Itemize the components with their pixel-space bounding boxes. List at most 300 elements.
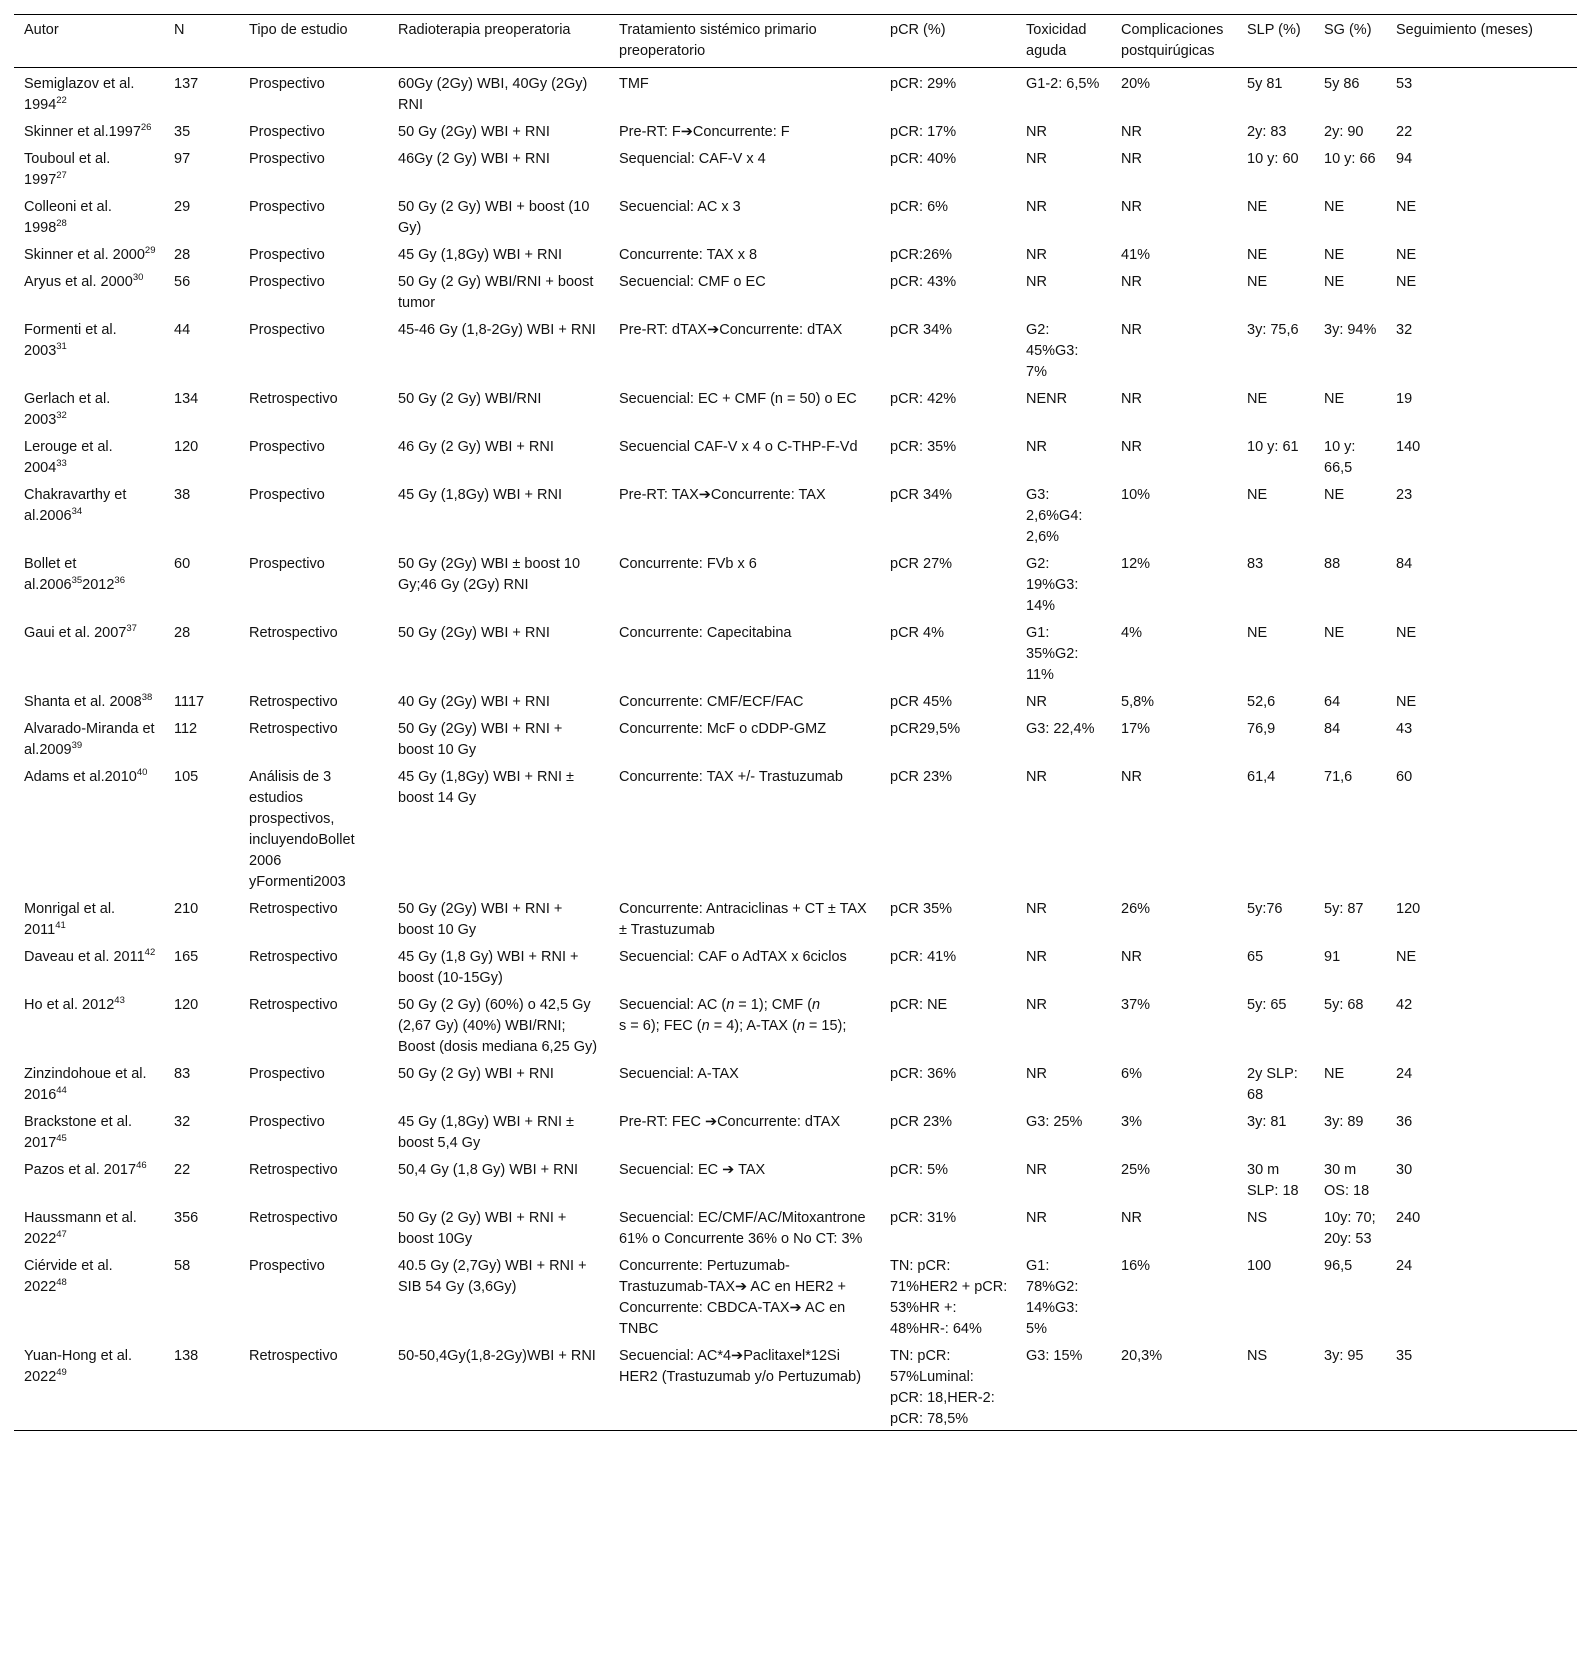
cell-autor: Gaui et al. 2007$^{37}$ xyxy=(24,623,137,641)
cell-tox: NR xyxy=(1026,439,1047,455)
cell-slp: NE xyxy=(1247,487,1268,503)
reference-number: 34 xyxy=(71,506,83,518)
cell-n: 38 xyxy=(174,487,191,503)
cell-autor: Zinzindohoue et al. 2016$^{44}$ xyxy=(24,1066,147,1103)
cell-comp: 17% xyxy=(1121,721,1151,737)
cell-rt: 50 Gy (2 Gy) WBI + RNI xyxy=(398,1066,554,1082)
cell-tox: NR xyxy=(1026,1162,1047,1178)
column-header: pCR (%) xyxy=(890,22,946,38)
cell-sg: 5y: 68 xyxy=(1324,997,1364,1013)
cell-tipo: Prospectivo xyxy=(249,274,325,290)
cell-n: 356 xyxy=(174,1210,199,1226)
table-row xyxy=(14,1340,1577,1431)
cell-slp: 3y: 81 xyxy=(1247,1114,1287,1130)
cell-tipo: Prospectivo xyxy=(249,1114,325,1130)
cell-tipo: Prospectivo xyxy=(249,76,325,92)
cell-seg: 24 xyxy=(1396,1258,1413,1274)
cell-slp: NE xyxy=(1247,625,1268,641)
cell-comp: 20,3% xyxy=(1121,1348,1163,1364)
reference-number: 37 xyxy=(126,623,137,635)
cell-n: 97 xyxy=(174,151,191,167)
cell-sg: NE xyxy=(1324,487,1345,503)
table-row xyxy=(14,479,1577,548)
cell-sg: 88 xyxy=(1324,556,1341,572)
cell-tsp: Secuencial: AC (n = 1); CMF (n s = 6); FEC (n = 4); A-TAX (n = 15); xyxy=(619,997,847,1034)
cell-sg: NE xyxy=(1324,1066,1345,1082)
cell-seg: 120 xyxy=(1396,901,1421,917)
cell-pcr: pCR: 5% xyxy=(890,1162,949,1178)
cell-n: 58 xyxy=(174,1258,191,1274)
cell-sg: 91 xyxy=(1324,949,1341,965)
cell-pcr: pCR 45% xyxy=(890,694,953,710)
cell-n: 112 xyxy=(174,721,198,737)
cell-n: 60 xyxy=(174,556,191,572)
cell-sg: 3y: 95 xyxy=(1324,1348,1364,1364)
cell-autor: Bollet et al.2006$^{35}$2012$^{36}$ xyxy=(24,556,125,593)
cell-tsp: Secuencial: CMF o EC xyxy=(619,274,766,290)
cell-n: 137 xyxy=(174,76,199,92)
cell-n: 120 xyxy=(174,997,199,1013)
reference-number: 47 xyxy=(56,1229,67,1241)
data-table xyxy=(14,14,1577,1431)
cell-seg: 43 xyxy=(1396,721,1413,737)
cell-pcr: pCR 4% xyxy=(890,625,944,641)
reference-number: 29 xyxy=(144,245,156,257)
cell-slp: 2y: 83 xyxy=(1247,124,1287,140)
cell-tox: G3: 22,4% xyxy=(1026,721,1095,737)
cell-seg: 53 xyxy=(1396,76,1413,92)
column-header: Radioterapia preoperatoria xyxy=(398,22,571,38)
cell-n: 32 xyxy=(174,1114,191,1130)
cell-rt: 50 Gy (2 Gy) WBI/RNI xyxy=(398,391,542,407)
table-row xyxy=(14,1106,1577,1154)
cell-rt: 45 Gy (1,8Gy) WBI + RNI ± boost 5,4 Gy xyxy=(398,1114,574,1151)
cell-tsp: Secuencial: EC + CMF (n = 50) o EC xyxy=(619,391,857,407)
cell-tipo: Retrospectivo xyxy=(249,901,338,917)
cell-tox: G3: 2,6%G4: 2,6% xyxy=(1026,487,1083,545)
cell-n: 1117 xyxy=(174,694,205,710)
cell-autor: Brackstone et al. 2017$^{45}$ xyxy=(24,1114,132,1151)
cell-comp: NR xyxy=(1121,391,1142,407)
cell-comp: 3% xyxy=(1121,1114,1142,1130)
cell-tox: NR xyxy=(1026,124,1047,140)
reference-number: 26 xyxy=(140,122,152,134)
table-row xyxy=(14,191,1577,239)
cell-slp: 5y 81 xyxy=(1247,76,1283,92)
cell-autor: Formenti et al. 2003$^{31}$ xyxy=(24,322,117,359)
reference-number: 30 xyxy=(132,272,144,284)
cell-n: 28 xyxy=(174,247,191,263)
cell-seg: 23 xyxy=(1396,487,1413,503)
cell-tox: NR xyxy=(1026,1210,1047,1226)
cell-tox: NENR xyxy=(1026,391,1068,407)
reference-number: 48 xyxy=(56,1277,67,1289)
cell-tox: G1: 35%G2: 11% xyxy=(1026,625,1079,683)
cell-tipo: Retrospectivo xyxy=(249,391,338,407)
cell-sg: 3y: 89 xyxy=(1324,1114,1364,1130)
cell-tsp: Secuencial: CAF o AdTAX x 6ciclos xyxy=(619,949,847,965)
cell-tsp: Concurrente: TAX x 8 xyxy=(619,247,758,263)
reference-number: 46 xyxy=(136,1160,147,1172)
cell-tsp: Secuencial: AC x 3 xyxy=(619,199,741,215)
cell-pcr: pCR 23% xyxy=(890,769,953,785)
reference-number: 49 xyxy=(56,1367,67,1379)
cell-autor: Lerouge et al. 2004$^{33}$ xyxy=(24,439,113,476)
cell-tsp: Pre-RT: F➔Concurrente: F xyxy=(619,124,790,140)
cell-rt: 40.5 Gy (2,7Gy) WBI + RNI + SIB 54 Gy (3,6Gy) xyxy=(398,1258,587,1295)
cell-tox: G1: 78%G2: 14%G3: 5% xyxy=(1026,1258,1079,1337)
cell-tsp: Concurrente: TAX +/- Trastuzumab xyxy=(619,769,843,785)
cell-sg: NE xyxy=(1324,199,1345,215)
cell-n: 83 xyxy=(174,1066,191,1082)
cell-comp: NR xyxy=(1121,322,1142,338)
cell-seg: NE xyxy=(1396,625,1417,641)
reference-number: 33 xyxy=(56,458,67,470)
cell-tipo: Prospectivo xyxy=(249,1066,325,1082)
cell-n: 28 xyxy=(174,625,191,641)
cell-seg: 35 xyxy=(1396,1348,1413,1364)
cell-slp: 3y: 75,6 xyxy=(1247,322,1299,338)
cell-tox: NR xyxy=(1026,1066,1047,1082)
cell-seg: NE xyxy=(1396,247,1417,263)
cell-n: 134 xyxy=(174,391,199,407)
table-row xyxy=(14,1154,1577,1202)
cell-seg: 42 xyxy=(1396,997,1413,1013)
cell-tipo: Retrospectivo xyxy=(249,1210,338,1226)
cell-rt: 50 Gy (2 Gy) (60%) o 42,5 Gy (2,67 Gy) (40%) WBI/RNI; Boost (dosis mediana 6,25 Gy) xyxy=(398,997,598,1055)
cell-tsp: Concurrente: McF o cDDP-GMZ xyxy=(619,721,827,737)
reference-number: 36 xyxy=(114,575,125,587)
cell-comp: 5,8% xyxy=(1121,694,1155,710)
cell-seg: 32 xyxy=(1396,322,1413,338)
cell-tox: NR xyxy=(1026,949,1047,965)
cell-seg: 22 xyxy=(1396,124,1413,140)
cell-pcr: TN: pCR: 57%Luminal: pCR: 18,HER-2: pCR: 78,5% xyxy=(890,1348,995,1427)
cell-sg: 71,6 xyxy=(1324,769,1353,785)
cell-autor: Ciérvide et al. 2022$^{48}$ xyxy=(24,1258,113,1295)
cell-seg: 60 xyxy=(1396,769,1413,785)
cell-tsp: Secuencial CAF-V x 4 o C-THP-F-Vd xyxy=(619,439,858,455)
cell-tox: G2: 45%G3: 7% xyxy=(1026,322,1079,380)
cell-tsp: Secuencial: AC*4➔Paclitaxel*12Si HER2 (Trastuzumab y/o Pertuzumab) xyxy=(619,1348,862,1385)
cell-pcr: pCR: 42% xyxy=(890,391,957,407)
table-row xyxy=(14,989,1577,1058)
cell-n: 56 xyxy=(174,274,191,290)
cell-slp: 30 m SLP: 18 xyxy=(1247,1162,1299,1199)
cell-rt: 50 Gy (2 Gy) WBI/RNI + boost tumor xyxy=(398,274,594,311)
cell-sg: NE xyxy=(1324,391,1345,407)
cell-pcr: pCR: 35% xyxy=(890,439,957,455)
cell-tox: G3: 25% xyxy=(1026,1114,1083,1130)
cell-comp: NR xyxy=(1121,769,1142,785)
cell-slp: 100 xyxy=(1247,1258,1272,1274)
cell-autor: Chakravarthy et al.2006$^{34}$ xyxy=(24,487,127,524)
cell-slp: 61,4 xyxy=(1247,769,1276,785)
cell-rt: 50 Gy (2Gy) WBI + RNI xyxy=(398,124,550,140)
table-row xyxy=(14,68,1577,117)
cell-slp: NE xyxy=(1247,274,1268,290)
cell-tsp: Sequencial: CAF-V x 4 xyxy=(619,151,766,167)
table-row xyxy=(14,686,1577,713)
cell-comp: NR xyxy=(1121,1210,1142,1226)
reference-number: 31 xyxy=(56,341,67,353)
reference-number: 35 xyxy=(71,575,83,587)
italic-n: n xyxy=(726,997,735,1013)
reference-number: 44 xyxy=(56,1085,67,1097)
cell-autor: Adams et al.2010$^{40}$ xyxy=(24,767,148,785)
cell-tsp: Concurrente: Antraciclinas + CT ± TAX ± Trastuzumab xyxy=(619,901,867,938)
cell-pcr: pCR: 43% xyxy=(890,274,957,290)
cell-comp: NR xyxy=(1121,124,1142,140)
cell-comp: 4% xyxy=(1121,625,1142,641)
cell-pcr: pCR 35% xyxy=(890,901,953,917)
cell-seg: NE xyxy=(1396,199,1417,215)
cell-tipo: Retrospectivo xyxy=(249,694,338,710)
cell-autor: Semiglazov et al. 1994$^{22}$ xyxy=(24,76,135,113)
cell-comp: 10% xyxy=(1121,487,1151,503)
cell-sg: 10y: 70; 20y: 53 xyxy=(1324,1210,1376,1247)
cell-tsp: Concurrente: FVb x 6 xyxy=(619,556,757,572)
cell-pcr: pCR: 31% xyxy=(890,1210,957,1226)
cell-slp: NS xyxy=(1247,1210,1268,1226)
table-row xyxy=(14,1202,1577,1250)
cell-rt: 50-50,4Gy(1,8-2Gy)WBI + RNI xyxy=(398,1348,596,1364)
cell-seg: 30 xyxy=(1396,1162,1413,1178)
cell-slp: 5y: 65 xyxy=(1247,997,1287,1013)
cell-autor: Skinner et al.1997$^{26}$ xyxy=(24,122,152,140)
cell-sg: NE xyxy=(1324,625,1345,641)
cell-seg: 140 xyxy=(1396,439,1421,455)
cell-pcr: pCR: NE xyxy=(890,997,948,1013)
cell-comp: 6% xyxy=(1121,1066,1142,1082)
cell-pcr: pCR:26% xyxy=(890,247,953,263)
cell-rt: 50 Gy (2Gy) WBI + RNI xyxy=(398,625,550,641)
cell-tipo: Prospectivo xyxy=(249,322,325,338)
cell-sg: 5y 86 xyxy=(1324,76,1360,92)
column-header: N xyxy=(174,22,185,38)
cell-autor: Yuan-Hong et al. 2022$^{49}$ xyxy=(24,1348,133,1385)
italic-n: n xyxy=(812,997,821,1013)
cell-tipo: Prospectivo xyxy=(249,151,325,167)
cell-tipo: Prospectivo xyxy=(249,247,325,263)
column-header: Tratamiento sistémico primario preoperatorio xyxy=(619,22,817,59)
cell-slp: 5y:76 xyxy=(1247,901,1283,917)
cell-comp: NR xyxy=(1121,949,1142,965)
cell-autor: Alvarado-Miranda et al.2009$^{39}$ xyxy=(24,721,155,758)
cell-rt: 50 Gy (2 Gy) WBI + boost (10 Gy) xyxy=(398,199,590,236)
cell-pcr: pCR 34% xyxy=(890,487,953,503)
cell-sg: 5y: 87 xyxy=(1324,901,1364,917)
table-row xyxy=(14,314,1577,383)
cell-tipo: Prospectivo xyxy=(249,199,325,215)
reference-number: 42 xyxy=(144,947,156,959)
cell-n: 120 xyxy=(174,439,199,455)
cell-tsp: TMF xyxy=(619,76,649,92)
cell-rt: 50 Gy (2Gy) WBI ± boost 10 Gy;46 Gy (2Gy) RNI xyxy=(398,556,581,593)
cell-comp: 25% xyxy=(1121,1162,1151,1178)
cell-sg: 10 y: 66,5 xyxy=(1324,439,1356,476)
cell-seg: 36 xyxy=(1396,1114,1413,1130)
cell-rt: 46 Gy (2 Gy) WBI + RNI xyxy=(398,439,554,455)
table-row xyxy=(14,713,1577,761)
cell-comp: NR xyxy=(1121,199,1142,215)
reference-number: 39 xyxy=(71,740,83,752)
cell-rt: 46Gy (2 Gy) WBI + RNI xyxy=(398,151,550,167)
cell-seg: NE xyxy=(1396,949,1417,965)
cell-comp: 20% xyxy=(1121,76,1151,92)
cell-tox: NR xyxy=(1026,274,1047,290)
cell-n: 105 xyxy=(174,769,199,785)
cell-tox: NR xyxy=(1026,901,1047,917)
column-header: Complicaciones postquirúgicas xyxy=(1121,22,1224,59)
cell-tipo: Prospectivo xyxy=(249,556,325,572)
cell-sg: 96,5 xyxy=(1324,1258,1353,1274)
cell-n: 138 xyxy=(174,1348,199,1364)
cell-slp: 83 xyxy=(1247,556,1264,572)
cell-seg: NE xyxy=(1396,694,1417,710)
cell-tox: G3: 15% xyxy=(1026,1348,1083,1364)
cell-slp: NS xyxy=(1247,1348,1268,1364)
table-row xyxy=(14,143,1577,191)
table-container xyxy=(14,14,1577,1431)
cell-rt: 60Gy (2Gy) WBI, 40Gy (2Gy) RNI xyxy=(398,76,588,113)
cell-autor: Skinner et al. 2000$^{29}$ xyxy=(24,245,156,263)
cell-slp: NE xyxy=(1247,247,1268,263)
reference-number: 43 xyxy=(114,995,125,1007)
table-row xyxy=(14,383,1577,431)
cell-rt: 45 Gy (1,8Gy) WBI + RNI xyxy=(398,487,562,503)
cell-pcr: pCR: 29% xyxy=(890,76,957,92)
cell-tsp: Concurrente: Capecitabina xyxy=(619,625,792,641)
cell-slp: 76,9 xyxy=(1247,721,1276,737)
cell-sg: 84 xyxy=(1324,721,1341,737)
reference-number: 32 xyxy=(56,410,67,422)
cell-tipo: Retrospectivo xyxy=(249,721,338,737)
cell-pcr: pCR: 17% xyxy=(890,124,957,140)
cell-n: 35 xyxy=(174,124,191,140)
cell-pcr: pCR29,5% xyxy=(890,721,961,737)
cell-tox: NR xyxy=(1026,199,1047,215)
cell-tipo: Retrospectivo xyxy=(249,997,338,1013)
cell-tsp: Pre-RT: FEC ➔Concurrente: dTAX xyxy=(619,1114,841,1130)
cell-tsp: Secuencial: EC/CMF/AC/Mitoxantrone 61% o Concurrente 36% o No CT: 3% xyxy=(619,1210,866,1247)
table-row xyxy=(14,1058,1577,1106)
cell-autor: Daveau et al. 2011$^{42}$ xyxy=(24,947,156,965)
cell-pcr: TN: pCR: 71%HER2 + pCR: 53%HR +: 48%HR-: 64% xyxy=(890,1258,1008,1337)
cell-comp: 37% xyxy=(1121,997,1151,1013)
table-row xyxy=(14,266,1577,314)
cell-slp: 65 xyxy=(1247,949,1264,965)
cell-sg: 3y: 94% xyxy=(1324,322,1377,338)
cell-tox: G2: 19%G3: 14% xyxy=(1026,556,1079,614)
cell-n: 29 xyxy=(174,199,191,215)
cell-autor: Haussmann et al. 2022$^{47}$ xyxy=(24,1210,137,1247)
cell-n: 210 xyxy=(174,901,199,917)
cell-slp: 2y SLP: 68 xyxy=(1247,1066,1298,1103)
cell-tsp: Secuencial: A-TAX xyxy=(619,1066,739,1082)
table-row xyxy=(14,941,1577,989)
cell-seg: 19 xyxy=(1396,391,1413,407)
cell-tipo: Retrospectivo xyxy=(249,949,338,965)
cell-comp: NR xyxy=(1121,151,1142,167)
table-row xyxy=(14,239,1577,266)
cell-tipo: Análisis de 3 estudios prospectivos, incluyendoBollet 2006 yFormenti2003 xyxy=(249,769,355,890)
cell-seg: 84 xyxy=(1396,556,1413,572)
cell-tipo: Prospectivo xyxy=(249,487,325,503)
header-row xyxy=(14,15,1577,68)
cell-comp: NR xyxy=(1121,439,1142,455)
cell-pcr: pCR: 40% xyxy=(890,151,957,167)
cell-tox: G1-2: 6,5% xyxy=(1026,76,1100,92)
cell-pcr: pCR: 6% xyxy=(890,199,949,215)
cell-sg: 10 y: 66 xyxy=(1324,151,1376,167)
cell-tox: NR xyxy=(1026,694,1047,710)
table-row xyxy=(14,761,1577,893)
cell-seg: NE xyxy=(1396,274,1417,290)
cell-autor: Gerlach et al. 2003$^{32}$ xyxy=(24,391,111,428)
table-row xyxy=(14,548,1577,617)
cell-comp: 41% xyxy=(1121,247,1151,263)
column-header: Autor xyxy=(24,22,59,38)
cell-comp: 26% xyxy=(1121,901,1151,917)
cell-autor: Ho et al. 2012$^{43}$ xyxy=(24,995,125,1013)
cell-seg: 94 xyxy=(1396,151,1413,167)
cell-pcr: pCR: 41% xyxy=(890,949,957,965)
cell-tipo: Prospectivo xyxy=(249,439,325,455)
table-row xyxy=(14,116,1577,143)
reference-number: 45 xyxy=(56,1133,67,1145)
cell-tox: NR xyxy=(1026,151,1047,167)
cell-slp: NE xyxy=(1247,391,1268,407)
cell-autor: Monrigal et al. 2011$^{41}$ xyxy=(24,901,116,938)
cell-tipo: Prospectivo xyxy=(249,1258,325,1274)
cell-sg: 2y: 90 xyxy=(1324,124,1364,140)
cell-autor: Shanta et al. 2008$^{38}$ xyxy=(24,692,153,710)
column-header: Tipo de estudio xyxy=(249,22,348,38)
cell-rt: 45 Gy (1,8Gy) WBI + RNI ± boost 14 Gy xyxy=(398,769,574,806)
cell-rt: 40 Gy (2Gy) WBI + RNI xyxy=(398,694,550,710)
reference-number: 41 xyxy=(55,920,66,932)
cell-comp: NR xyxy=(1121,274,1142,290)
table-row xyxy=(14,1250,1577,1340)
cell-slp: 10 y: 60 xyxy=(1247,151,1299,167)
cell-comp: 12% xyxy=(1121,556,1151,572)
column-header: Seguimiento (meses) xyxy=(1396,22,1533,38)
cell-n: 22 xyxy=(174,1162,191,1178)
cell-sg: NE xyxy=(1324,247,1345,263)
table-row xyxy=(14,617,1577,686)
cell-pcr: pCR 34% xyxy=(890,322,953,338)
cell-tipo: Retrospectivo xyxy=(249,1162,338,1178)
cell-tipo: Prospectivo xyxy=(249,124,325,140)
reference-number: 28 xyxy=(56,218,67,230)
reference-number: 38 xyxy=(141,692,153,704)
reference-number: 22 xyxy=(56,95,67,107)
cell-sg: 64 xyxy=(1324,694,1341,710)
cell-tsp: Concurrente: Pertuzumab-Trastuzumab-TAX➔ AC en HER2 + Concurrente: CBDCA-TAX➔ AC en TNBC xyxy=(619,1258,846,1337)
cell-tox: NR xyxy=(1026,769,1047,785)
cell-n: 165 xyxy=(174,949,199,965)
cell-autor: Pazos et al. 2017$^{46}$ xyxy=(24,1160,147,1178)
cell-sg: NE xyxy=(1324,274,1345,290)
table-body xyxy=(14,68,1577,1431)
cell-autor: Colleoni et al. 1998$^{28}$ xyxy=(24,199,112,236)
cell-rt: 50 Gy (2Gy) WBI + RNI + boost 10 Gy xyxy=(398,721,563,758)
cell-pcr: pCR 27% xyxy=(890,556,953,572)
cell-tipo: Retrospectivo xyxy=(249,1348,338,1364)
cell-slp: 52,6 xyxy=(1247,694,1276,710)
cell-rt: 50 Gy (2 Gy) WBI + RNI + boost 10Gy xyxy=(398,1210,567,1247)
